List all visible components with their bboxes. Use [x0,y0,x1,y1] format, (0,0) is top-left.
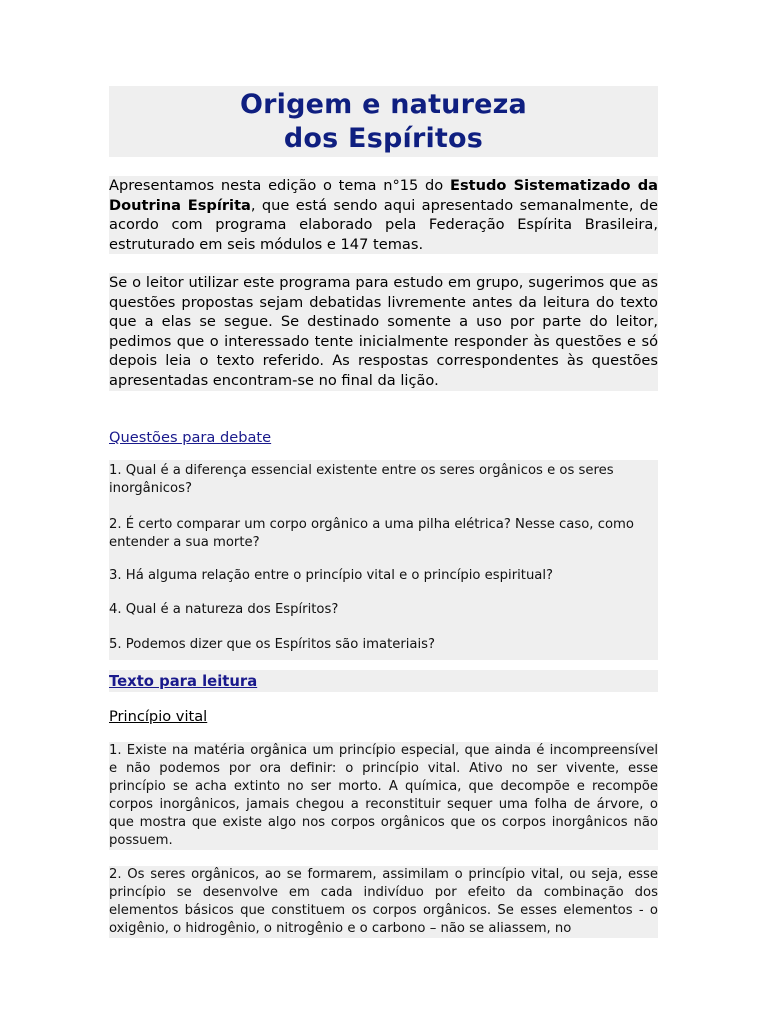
questions-heading-link[interactable]: Questões para debate [109,429,272,446]
reading-paragraph-2: 2. Os seres orgânicos, ao se formarem, assimilam o princípio vital, ou seja, esse princípio se desenvolve em cada indivíduo por efeito da combinação dos elementos básicos que constituem os corpos orgânicos. Se esses elementos - o oxigênio, o hidrogênio, o nitrogênio e o carbono – não se aliassem, no [109,867,658,936]
questions-box [109,460,658,660]
question-item-4: 4. Qual é a natureza dos Espíritos? [109,602,339,617]
intro-text-start: Apresentamos nesta edição o tema n°15 do [109,177,450,194]
study-name: Estudo Sistematizado da Doutrina Espírita [109,177,658,214]
question-item-2: 2. É certo comparar um corpo orgânico a uma pilha elétrica? Nesse caso, como entender a sua morte? [109,517,634,550]
title-line-1: Origem e natureza [240,88,527,120]
title-line-2: dos Espíritos [283,122,484,154]
intro-paragraph-2: Se o leitor utilizar este programa para estudo em grupo, sugerimos que as questões propostas sejam debatidas livremente antes da leitura do texto que a elas se segue. Se destinado somente a uso por parte do leitor, pedimos que o interessado tente inicialmente responder às questões e só depois leia o texto referido. As respostas correspondentes às questões apresentadas encontram-se no final da lição. [109,274,658,389]
intro-text-end: , que está sendo aqui apresentado semanalmente, de acordo com programa elaborado pela Federação Espírita Brasileira, estruturado em seis módulos e 147 temas. [109,196,658,253]
reading-heading-box [109,670,658,692]
section-subheading: Princípio vital [109,708,208,725]
reading-heading-link[interactable]: Texto para leitura [109,673,258,690]
question-item-3: 3. Há alguma relação entre o princípio vital e o princípio espiritual? [109,568,554,583]
title-box [109,86,658,157]
question-item-5: 5. Podemos dizer que os Espíritos são imateriais? [109,637,436,652]
page-title [240,88,527,156]
reading-paragraph-1: 1. Existe na matéria orgânica um princípio especial, que ainda é incompreensível e não podemos por ora definir: o princípio vital. Ativo no ser vivente, esse princípio se acha extinto no ser morto. A química, que decompõe e recompõe corpos inorgânicos, jamais chegou a reconstituir sequer uma folha de árvore, o que mostra que existe algo nos corpos orgânicos que os corpos inorgânicos não possuem. [109,743,658,848]
question-item-1: 1. Qual é a diferença essencial existente entre os seres orgânicos e os seres inorgânicos? [109,463,614,496]
intro-paragraph-1 [109,176,658,254]
